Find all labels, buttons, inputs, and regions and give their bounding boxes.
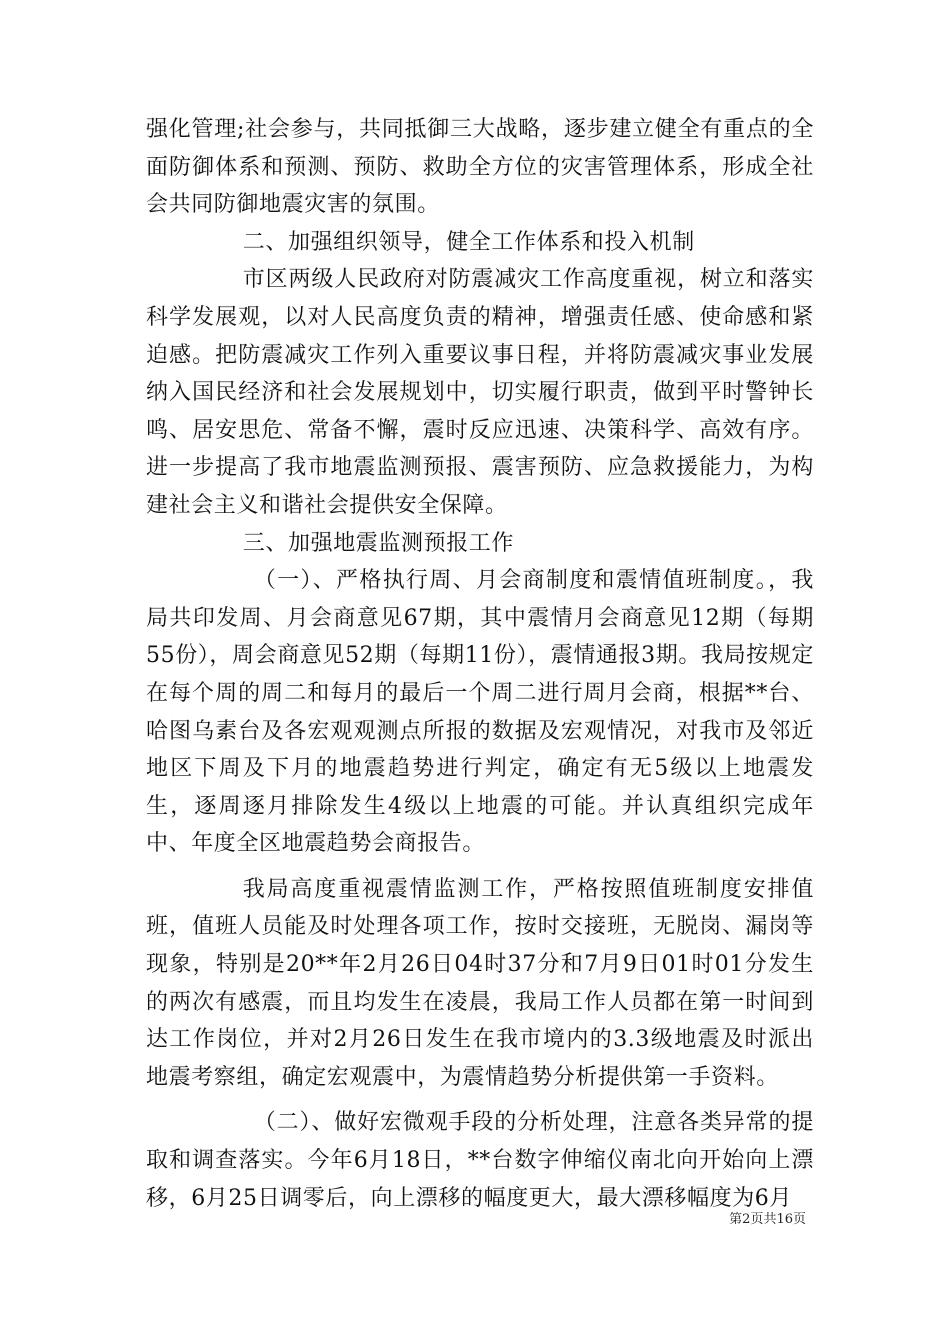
section-heading-2: 二、加强组织领导，健全工作体系和投入机制 — [242, 229, 695, 255]
document-body — [146, 111, 814, 1217]
paragraph-duty-monitoring: 我局高度重视震情监测工作，严格按照值班制度安排值班，值班人员能及时处理各项工作，按时交接班，无脱岗、漏岗等现象，特别是20**年2月26日04时37分和7月9日01时01分发生的两次有感震，而且均发生在凌晨，我局工作人员都在第一时间到达工作岗位，并对2月26日发生在我市境内的3.3级地震及时派出地震考察组，确定宏观震中，为震情趋势分析提供第一手资料。 — [146, 876, 814, 1090]
paragraph-subsection-2: （二）、做好宏微观手段的分析处理，注意各类异常的提取和调查落实。今年6月18日，**台数字伸缩仪南北向开始向上漂移，6月25日调零后，向上漂移的幅度更大，最大漂移幅度为6月 — [146, 1110, 814, 1211]
paragraph-intro-continuation: 强化管理;社会参与，共同抵御三大战略，逐步建立健全有重点的全面防御体系和预测、预防、救助全方位的灾害管理体系，形成全社会共同防御地震灾害的氛围。 — [146, 117, 814, 218]
paragraph-subsection-1: （一）、严格执行周、月会商制度和震情值班制度。，我局共印发周、月会商意见67期，其中震情月会商意见12期（每期55份），周会商意见52期（每期11份），震情通报3期。我局按规定在每个周的周二和每月的最后一个周二进行周月会商，根据**台、哈图乌素台及各宏观观测点所报的数据及宏观情况，对我市及邻近地区下周及下月的地震趋势进行判定，确定有无5级以上地震发生，逐周逐月排除发生4级以上地震的可能。并认真组织完成年中、年度全区地震趋势会商报告。 — [146, 568, 814, 857]
section-heading-3: 三、加强地震监测预报工作 — [242, 530, 514, 556]
paragraph-section-2: 市区两级人民政府对防震减灾工作高度重视，树立和落实科学发展观，以对人民高度负责的精神，增强责任感、使命感和紧迫感。把防震减灾工作列入重要议事日程，并将防震减灾事业发展纳入国民经济和社会发展规划中，切实履行职责，做到平时警钟长鸣、居安思危、常备不懈，震时反应迅速、决策科学、高效有序。进一步提高了我市地震监测预报、震害预防、应急救援能力，为构建社会主义和谐社会提供安全保障。 — [146, 267, 814, 518]
page-number-footer: 第2页共16页 — [729, 1212, 806, 1227]
